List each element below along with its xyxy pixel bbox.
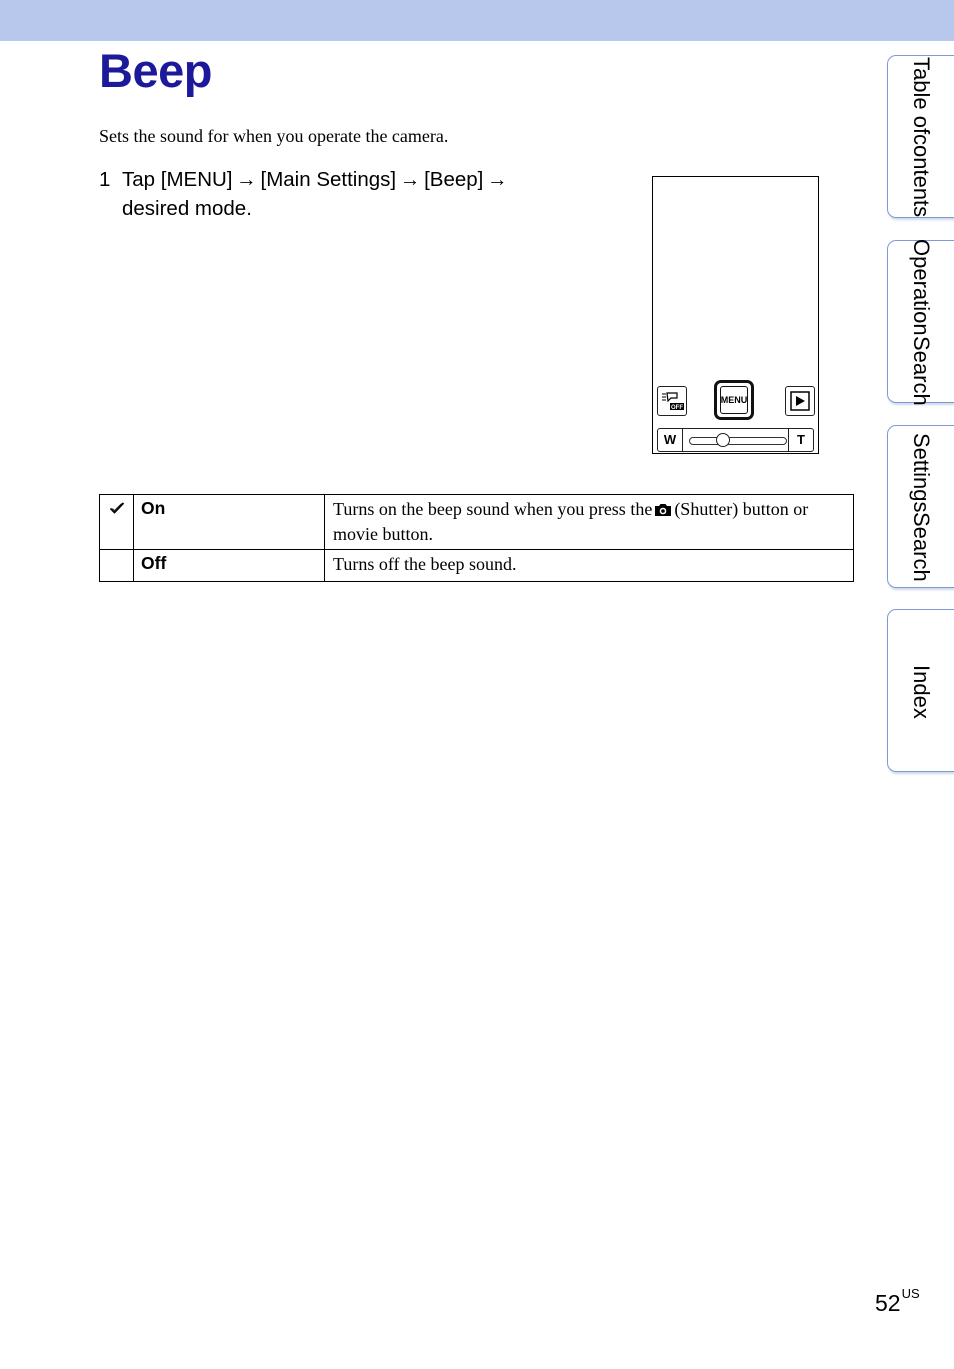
- checkmark-icon: [109, 501, 125, 515]
- arrow-right-icon: →: [399, 168, 421, 191]
- flash-off-label: OFF: [671, 405, 683, 411]
- options-table: [99, 494, 854, 582]
- menu-button-label: MENU: [720, 386, 748, 414]
- playback-icon: [786, 387, 814, 415]
- zoom-track[interactable]: [689, 437, 787, 445]
- arrow-right-icon: →: [487, 168, 508, 191]
- zoom-wide-label: W: [658, 429, 683, 451]
- page-region-suffix: US: [901, 1286, 920, 1301]
- step-part-beep: [Beep]: [424, 168, 484, 191]
- page-title: Beep: [99, 44, 212, 97]
- playback-button[interactable]: [785, 386, 815, 416]
- arrow-right-icon: →: [236, 168, 257, 191]
- tab-label-line1: Operation: [909, 239, 934, 336]
- option-description: Turns off the beep sound.: [325, 550, 854, 582]
- tab-label-line2: Search: [909, 512, 934, 583]
- table-row: [100, 550, 854, 582]
- menu-button[interactable]: [714, 380, 754, 420]
- default-marker-cell: [100, 495, 134, 550]
- zoom-knob[interactable]: [716, 433, 730, 447]
- step-part-tap-menu: Tap [MENU]: [122, 168, 233, 191]
- camera-icon: [654, 500, 672, 523]
- flash-off-icon: [658, 387, 686, 415]
- default-marker-cell: [100, 550, 134, 582]
- tab-label-line2: contents: [909, 134, 934, 218]
- tab-index[interactable]: [887, 609, 954, 772]
- option-desc-after: (Shutter) button or movie button.: [333, 499, 809, 544]
- tab-label-line1: Settings: [909, 432, 934, 513]
- zoom-tele-label: T: [788, 429, 813, 451]
- page-number-value: 52: [875, 1290, 901, 1316]
- tab-label-line2: Search: [909, 335, 934, 406]
- option-name: Off: [134, 550, 325, 582]
- intro-text: Sets the sound for when you operate the camera.: [99, 126, 449, 146]
- zoom-lever[interactable]: [657, 428, 814, 452]
- option-description: [325, 495, 854, 550]
- step-text: [122, 165, 599, 223]
- step-part-main-settings: [Main Settings]: [260, 168, 397, 191]
- tab-label-line1: Table of: [909, 57, 934, 135]
- tab-table-of-contents[interactable]: [887, 55, 954, 218]
- tab-settings-search[interactable]: [887, 425, 954, 588]
- flash-off-button[interactable]: [657, 386, 687, 416]
- camera-screen-illustration: [652, 176, 819, 454]
- step-part-desired-mode: desired mode.: [122, 197, 252, 220]
- page-number: [875, 1286, 920, 1317]
- table-row: [100, 495, 854, 550]
- option-desc-before: Turns on the beep sound when you press the: [333, 499, 653, 519]
- option-name: On: [134, 495, 325, 550]
- step-number: 1: [99, 168, 111, 191]
- step-instruction: [99, 165, 599, 223]
- tab-label-line1: Index: [909, 664, 934, 719]
- tab-operation-search[interactable]: [887, 239, 954, 406]
- header-band: [0, 0, 954, 41]
